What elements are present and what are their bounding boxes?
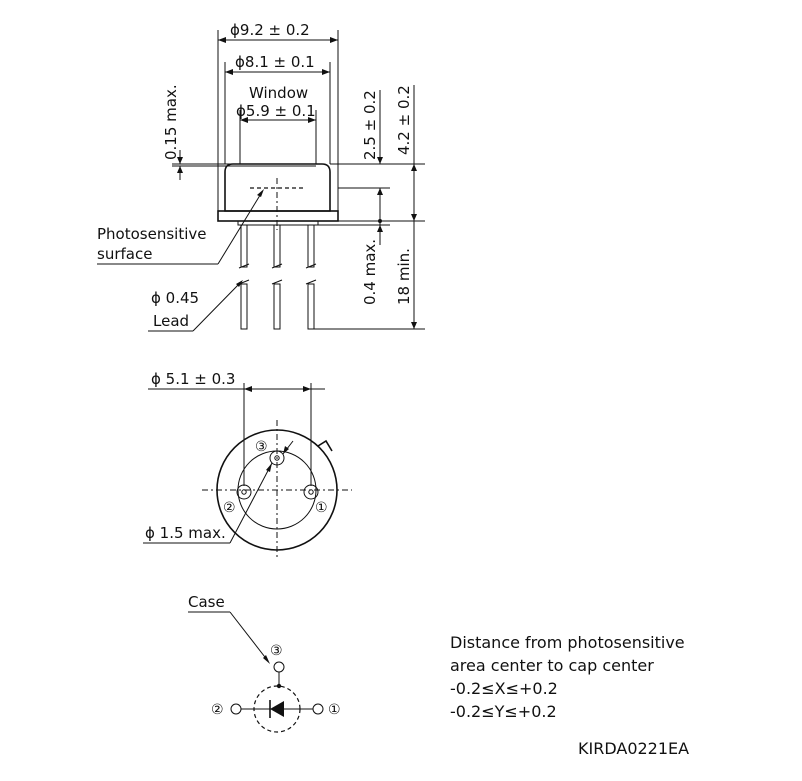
- note-line-4: -0.2≤Y≤+0.2: [450, 702, 557, 721]
- window-diameter-label: ϕ5.9 ± 0.1: [236, 102, 316, 120]
- photosensitive-label-1: Photosensitive: [97, 225, 207, 243]
- pin-circle-label: ϕ 5.1 ± 0.3: [151, 370, 236, 388]
- schem-pin2-terminal: [231, 704, 241, 714]
- window-label: Window: [249, 84, 309, 102]
- cap-height-label: 2.5 ± 0.2: [361, 90, 379, 160]
- dim-stem-max: [318, 219, 390, 245]
- flange: [218, 211, 338, 221]
- pad-arrow: [283, 441, 293, 454]
- notes: [450, 633, 685, 721]
- bottom-pin3-number: ③: [255, 439, 268, 455]
- bottom-view: [143, 370, 352, 560]
- leads-lower: [241, 284, 314, 329]
- note-line-1: Distance from photosensitive: [450, 633, 685, 652]
- index-tab: [318, 441, 332, 451]
- note-line-2: area center to cap center: [450, 656, 654, 675]
- stem-max-label: 0.4 max.: [361, 238, 379, 305]
- outer-diameter-label: ϕ9.2 ± 0.2: [230, 21, 310, 39]
- diode-symbol: [270, 701, 284, 717]
- schem-pin2-number: ②: [211, 702, 224, 718]
- pad-max-label: ϕ 1.5 max.: [145, 524, 226, 542]
- schem-pin1-terminal: [313, 704, 323, 714]
- lead-length-label: 18 min.: [395, 248, 413, 305]
- schem-pin3-number: ③: [270, 643, 283, 659]
- photosensitive-label-2: surface: [97, 245, 153, 263]
- cap-diameter-label: ϕ8.1 ± 0.1: [235, 53, 315, 71]
- side-view: [97, 21, 425, 331]
- schem-pin1-number: ①: [328, 702, 341, 718]
- bottom-pin2-number: ②: [223, 500, 236, 516]
- note-line-3: -0.2≤X≤+0.2: [450, 679, 558, 698]
- case-label: Case: [188, 593, 225, 611]
- dim-cap-height: [330, 90, 390, 225]
- drawing-code: KIRDA0221EA: [578, 739, 690, 758]
- flange-max-label: 0.15 max.: [162, 84, 180, 160]
- schem-pin3-terminal: [274, 662, 284, 672]
- schematic: [188, 593, 341, 732]
- total-height-label: 4.2 ± 0.2: [395, 85, 413, 155]
- leads-upper: [241, 225, 314, 267]
- lead-diameter-label: ϕ 0.45: [151, 289, 200, 307]
- bottom-pin1-number: ①: [315, 500, 328, 516]
- lead-label: Lead: [153, 312, 190, 330]
